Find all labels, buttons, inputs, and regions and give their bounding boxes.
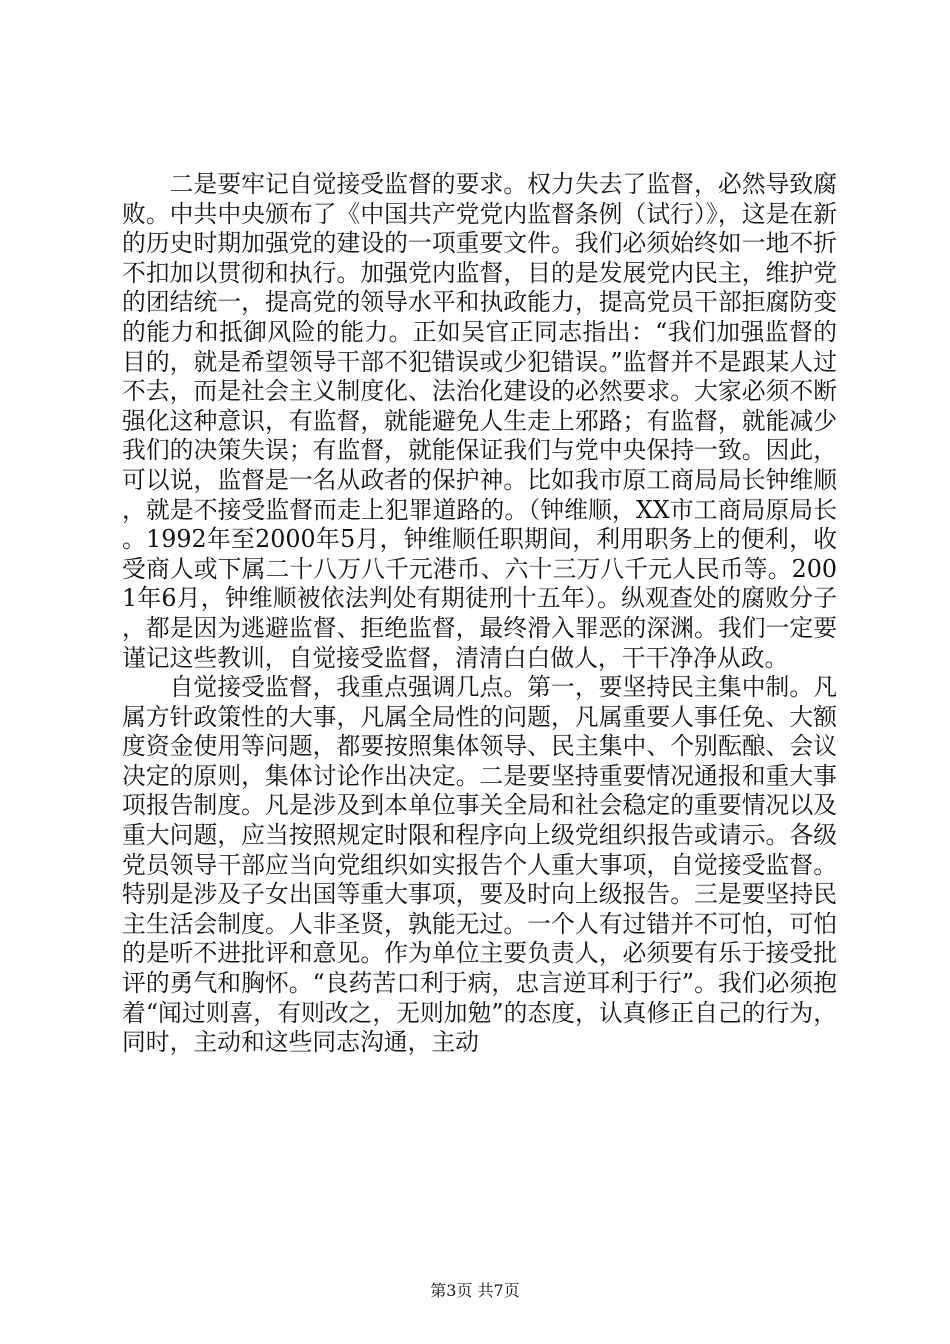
paragraph-supervision-requirement: 二是要牢记自觉接受监督的要求。权力失去了监督，必然导致腐败。中共中央颁布了《中国共产党党内监督条例（试行）》，这是在新的历史时期加强党的建设的一项重要文件。我们必须始终如一地不折不扣加以贯彻和执行。加强党内监督，目的是发展党内民主，维护党的团结统一，提高党的领导水平和执政能力，提高党员干部拒腐防变的能力和抵御风险的能力。正如吴官正同志指出：“我们加强监督的目的，就是希望领导干部不犯错误或少犯错误。”监督并不是跟某人过不去，而是社会主义制度化、法治化建设的必然要求。大家必须不断强化这种意识，有监督，就能避免人生走上邪路；有监督，就能减少我们的决策失误；有监督，就能保证我们与党中央保持一致。因此，可以说，监督是一名从政者的保护神。比如我市原工商局局长钟维顺，就是不接受监督而走上犯罪道路的。（钟维顺，XX市工商局原局长。1992年至2000年5月，钟维顺任职期间，利用职务上的便利，收受商人或下属二十八万八千元港币、六十三万八千元人民币等。2001年6月，钟维顺被依法判处有期徒刑十五年）。纵观查处的腐败分子，都是因为逃避监督、拒绝监督，最终滑入罪恶的深渊。我们一定要谨记这些教训，自觉接受监督，清清白白做人，干干净净从政。: [122, 170, 837, 672]
paragraph-supervision-points: 自觉接受监督，我重点强调几点。第一，要坚持民主集中制。凡属方针政策性的大事，凡属全局性的问题，凡属重要人事任免、大额度资金使用等问题，都要按照集体领导、民主集中、个别酝酿、会议决定的原则，集体讨论作出决定。二是要坚持重要情况通报和重大事项报告制度。凡是涉及到本单位事关全局和社会稳定的重要情况以及重大问题，应当按照规定时限和程序向上级党组织报告或请示。各级党员领导干部应当向党组织如实报告个人重大事项，自觉接受监督。特别是涉及子女出国等重大事项，要及时向上级报告。三是要坚持民主生活会制度。人非圣贤，孰能无过。一个人有过错并不可怕，可怕的是听不进批评和意见。作为单位主要负责人，必须要有乐于接受批评的勇气和胸怀。“良药苦口利于病，忠言逆耳利于行”。我们必须抱着“闻过则喜，有则改之，无则加勉”的态度，认真修正自己的行为，同时，主动和这些同志沟通，主动: [122, 673, 837, 1057]
page-footer: 第3页 共7页: [430, 1281, 520, 1300]
document-body: [122, 170, 837, 1058]
